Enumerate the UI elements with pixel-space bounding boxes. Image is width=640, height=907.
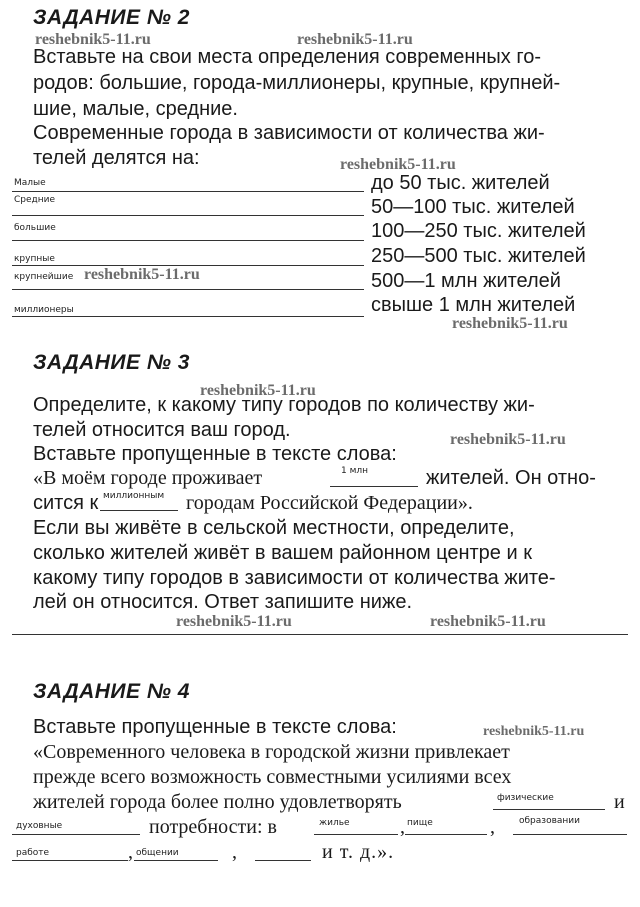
range-largest: 500—1 млн жителей — [371, 270, 561, 292]
range-large: 100—250 тыс. жителей — [371, 220, 586, 242]
answer-line — [513, 834, 627, 835]
task-4-l3-end: и — [614, 791, 625, 813]
answer-communication: общении — [136, 848, 179, 858]
task-4-line: «Современного человека в городской жизни привлекает — [33, 741, 510, 763]
answer-largest: крупнейшие — [14, 272, 74, 282]
answer-line — [12, 316, 364, 317]
answer-big: крупные — [14, 254, 55, 264]
task-4-title: ЗАДАНИЕ № 4 — [33, 680, 190, 703]
watermark: reshebnik5-11.ru — [450, 431, 566, 448]
answer-large: большие — [14, 223, 56, 233]
answer-food: пище — [407, 818, 433, 828]
watermark: reshebnik5-11.ru — [297, 31, 413, 48]
task-2-instruction-line: шие, малые, средние. — [33, 98, 238, 120]
task-3-q2-start: сится к — [33, 492, 99, 514]
task-4-line: жителей города более полно удовлетворять — [33, 791, 402, 813]
answer-line — [12, 289, 364, 290]
answer-housing: жилье — [319, 818, 350, 828]
answer-millionaire: миллионеры — [14, 305, 74, 315]
answer-line — [12, 860, 128, 861]
task-3-p2: Вставьте пропущенные в тексте слова: — [33, 443, 397, 465]
task-2-title: ЗАДАНИЕ № 2 — [33, 6, 190, 29]
task-3-p3-line: Если вы живёте в сельской местности, определите, — [33, 517, 515, 539]
task-3-p1-line: Определите, к какому типу городов по количеству жи- — [33, 394, 535, 416]
answer-line — [100, 510, 178, 511]
answer-spiritual: духовные — [16, 821, 63, 831]
task-2-instruction-line: родов: большие, города-миллионеры, крупные, крупней- — [33, 72, 561, 94]
answer-line — [493, 809, 605, 810]
task-2-intro-line: телей делятся на: — [33, 147, 200, 169]
task-4-l5-end: и т. д.». — [322, 841, 395, 863]
answer-line — [405, 834, 487, 835]
answer-line — [12, 215, 364, 216]
answer-small: Малые — [14, 178, 46, 188]
answer-medium: Средние — [14, 195, 56, 205]
comma: , — [400, 816, 405, 838]
task-3-title: ЗАДАНИЕ № 3 — [33, 351, 190, 374]
task-3-q2-end: городам Российской Федерации». — [186, 492, 473, 514]
watermark: reshebnik5-11.ru — [430, 613, 546, 630]
task-4-l4-text: потребности: в — [149, 816, 277, 838]
range-big: 250—500 тыс. жителей — [371, 245, 586, 267]
range-millionaire: свыше 1 млн жителей — [371, 294, 576, 316]
watermark: reshebnik5-11.ru — [84, 266, 200, 283]
comma: , — [232, 841, 237, 863]
answer-line — [134, 860, 218, 861]
watermark: reshebnik5-11.ru — [200, 382, 316, 399]
watermark: reshebnik5-11.ru — [35, 31, 151, 48]
range-small: до 50 тыс. жителей — [371, 172, 550, 194]
answer-line — [12, 191, 364, 192]
range-medium: 50—100 тыс. жителей — [371, 196, 575, 218]
answer-education: образовании — [519, 816, 580, 826]
answer-line — [314, 834, 398, 835]
task-3-p3-line: лей он относится. Ответ запишите ниже. — [33, 591, 413, 613]
answer-city-type: миллионным — [103, 491, 165, 501]
task-3-p3-line: какому типу городов в зависимости от количества жите- — [33, 567, 556, 589]
answer-line — [330, 486, 418, 487]
task-3-q1-start: «В моём городе проживает — [33, 467, 263, 489]
task-4-line: прежде всего возможность совместными усилиями всех — [33, 766, 512, 788]
answer-line — [12, 834, 140, 835]
task-3-p3-line: сколько жителей живёт в вашем районном центре и к — [33, 542, 532, 564]
answer-line — [12, 240, 364, 241]
comma: , — [490, 816, 495, 838]
answer-work: работе — [16, 848, 50, 858]
task-2-instruction-line: Вставьте на свои места определения современных го- — [33, 46, 541, 68]
watermark: reshebnik5-11.ru — [483, 724, 585, 739]
answer-physical: физические — [497, 793, 554, 803]
watermark: reshebnik5-11.ru — [340, 156, 456, 173]
task-4-p1: Вставьте пропущенные в тексте слова: — [33, 716, 397, 738]
answer-line — [12, 634, 628, 635]
watermark: reshebnik5-11.ru — [452, 315, 568, 332]
watermark: reshebnik5-11.ru — [176, 613, 292, 630]
comma: , — [128, 841, 133, 863]
task-3-q1-end: жителей. Он отно- — [426, 467, 596, 489]
answer-population: 1 млн — [341, 466, 369, 476]
answer-line — [255, 860, 311, 861]
task-2-intro-line: Современные города в зависимости от количества жи- — [33, 122, 545, 144]
task-3-p1-line: телей относится ваш город. — [33, 419, 291, 441]
